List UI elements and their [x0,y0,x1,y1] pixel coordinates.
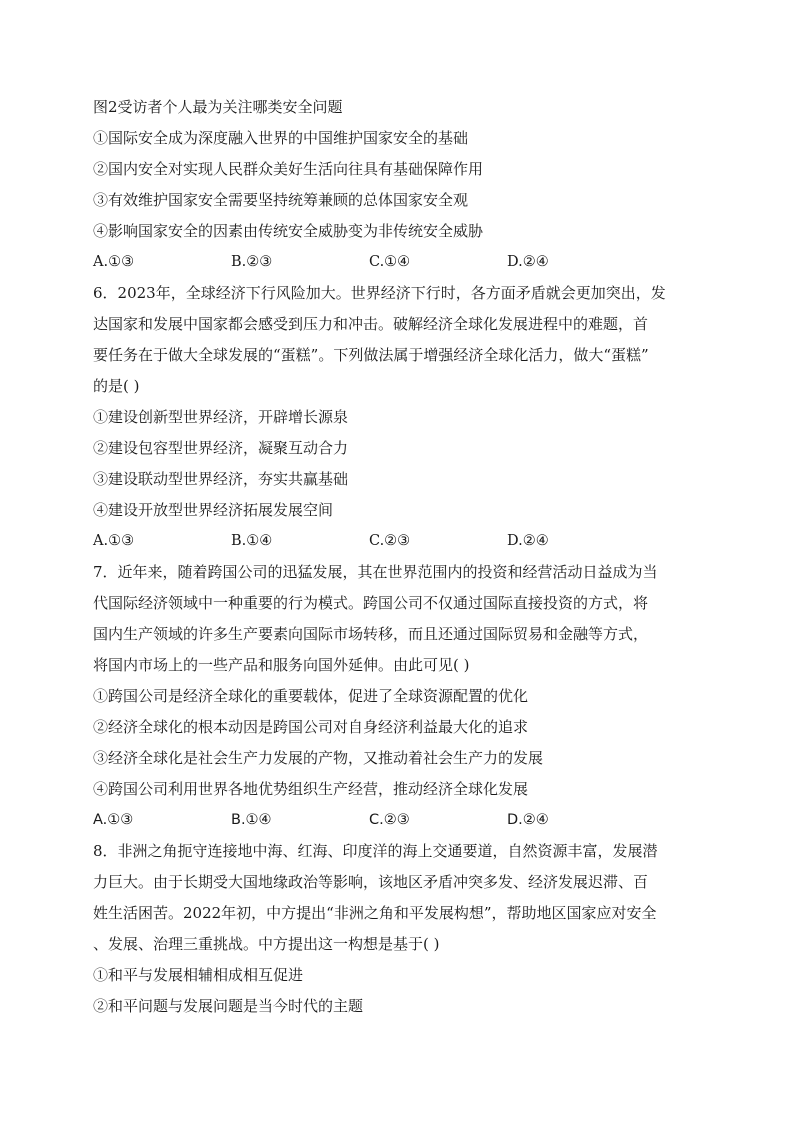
q6-option-1: ①建设创新型世界经济，开辟增长源泉 [93,408,349,426]
q7-option-4: ④跨国公司利用世界各地优势组织生产经营，推动经济全球化发展 [93,780,529,798]
question-7 [93,557,713,836]
q5-choice-b: B.②③ [231,254,273,270]
q5-choice-a: A.①③ [93,254,135,270]
q5-choices [93,247,713,278]
q5-option-4: ④影响国家安全的因素由传统安全威胁变为非传统安全威胁 [93,222,484,240]
q7-option-3: ③经济全球化是社会生产力发展的产物，又推动着社会生产力的发展 [93,749,544,767]
q8-option-2: ②和平问题与发展问题是当今时代的主题 [93,997,364,1015]
q7-choices [93,805,713,836]
q6-choice-a: A.①③ [93,533,135,549]
document-content [93,92,713,1022]
q8-stem [93,836,713,960]
q7-option-2: ②经济全球化的根本动因是跨国公司对自身经济利益最大化的追求 [93,718,529,736]
q6-option-4: ④建设开放型世界经济拓展发展空间 [93,501,334,519]
q7-choice-a: A.①③ [93,812,134,828]
q7-choice-d: D.②④ [507,812,549,828]
q5-option-2: ②国内安全对实现人民群众美好生活向往具有基础保障作用 [93,160,484,178]
q7-stem-line-1: 7．近年来，随着跨国公司的迅猛发展，其在世界范围内的投资和经营活动日益成为当 [93,563,658,581]
q7-choice-b: B.①④ [231,812,272,828]
q7-stem-line-4: 将国内市场上的一些产品和服务向国外延伸。由此可见( ) [93,656,470,674]
q8-stem-line-3: 姓生活困苦。2022年初，中方提出“非洲之角和平发展构想”，帮助地区国家应对安全 [93,904,657,922]
q6-stem-line-4: 的是( ) [93,377,140,395]
q6-stem [93,278,713,402]
q5-choice-d: D.②④ [507,254,549,270]
q6-option-2: ②建设包容型世界经济，凝聚互动合力 [93,439,349,457]
q6-choice-d: D.②④ [507,533,549,549]
q6-choices [93,526,713,557]
q5-option-3: ③有效维护国家安全需要坚持统筹兼顾的总体国家安全观 [93,191,469,209]
q8-stem-line-4: 、发展、治理三重挑战。中方提出这一构想是基于( ) [93,935,440,953]
q5-choice-c: C.①④ [369,254,411,270]
q6-choice-c: C.②③ [369,533,411,549]
question-8 [93,836,713,1022]
q7-stem [93,557,713,681]
q8-stem-line-1: 8．非洲之角扼守连接地中海、红海、印度洋的海上交通要道，自然资源丰富，发展潜 [93,842,658,860]
q8-option-1: ①和平与发展相辅相成相互促进 [93,966,304,984]
q7-stem-line-2: 代国际经济领域中一种重要的行为模式。跨国公司不仅通过国际直接投资的方式，将 [93,594,649,612]
q6-choice-b: B.①④ [231,533,273,549]
q6-stem-line-2: 达国家和发展中国家都会感受到压力和冲击。破解经济全球化发展进程中的难题，首 [93,315,649,333]
q8-stem-line-2: 力巨大。由于长期受大国地缘政治等影响，该地区矛盾冲突多发、经济发展迟滞、百 [93,873,649,891]
question-5 [93,123,713,278]
q7-choice-c: C.②③ [369,812,410,828]
q7-option-1: ①跨国公司是经济全球化的重要载体，促进了全球资源配置的优化 [93,687,529,705]
q7-stem-line-3: 国内生产领域的许多生产要素向国际市场转移，而且还通过国际贸易和金融等方式， [93,625,649,643]
q6-stem-line-1: 6．2023年，全球经济下行风险加大。世界经济下行时，各方面矛盾就会更加突出，发 [93,284,666,302]
figure-caption: 图2受访者个人最为关注哪类安全问题 [93,98,343,116]
q6-option-3: ③建设联动型世界经济，夯实共赢基础 [93,470,349,488]
q6-stem-line-3: 要任务在于做大全球发展的“蛋糕”。下列做法属于增强经济全球化活力，做大“蛋糕” [93,346,649,364]
q5-option-1: ①国际安全成为深度融入世界的中国维护国家安全的基础 [93,129,469,147]
question-6 [93,278,713,557]
